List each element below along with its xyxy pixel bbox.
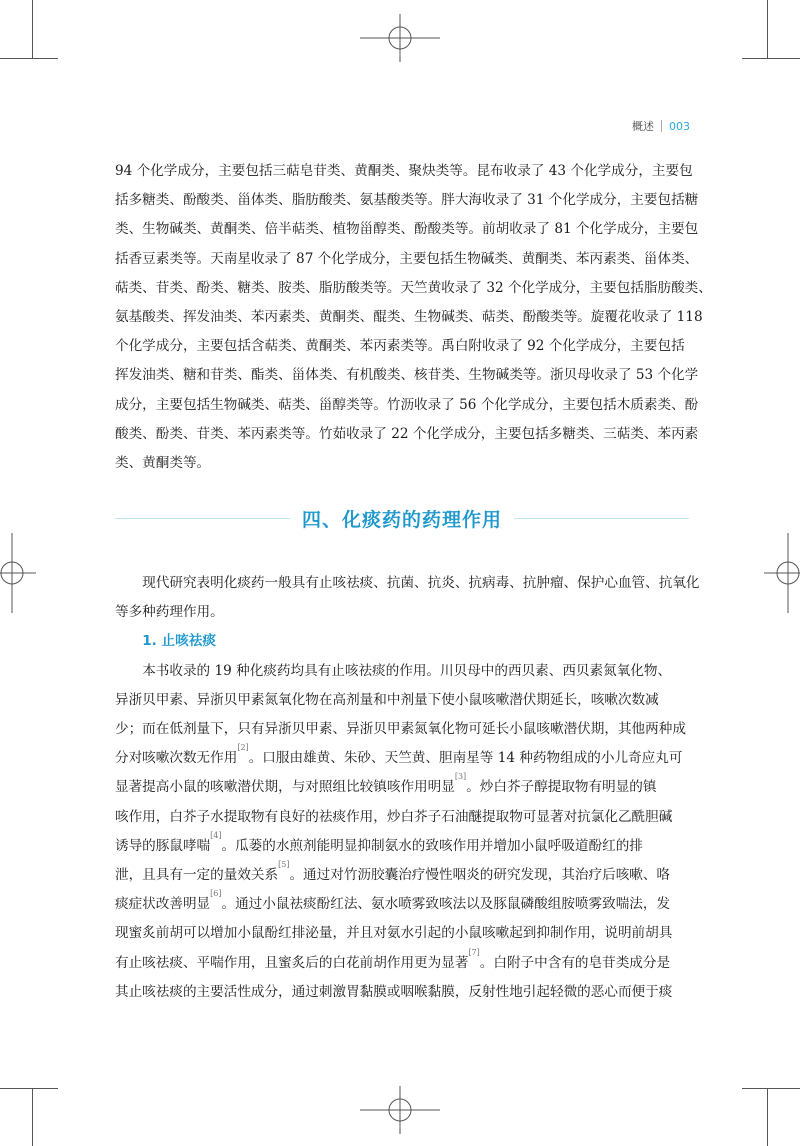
text-line: 萜类、苷类、酚类、糖类、胺类、脂肪酸类等。天竺黄收录了 32 个化学成分，主要包括脂肪酸类、 — [115, 279, 712, 296]
header-section: 概述 — [632, 120, 654, 133]
citation-ref: [6] — [210, 889, 222, 899]
citation-ref: [2] — [237, 743, 249, 753]
citation-ref: [7] — [468, 947, 480, 957]
text-line: 括香豆素类等。天南星收录了 87 个化学成分，主要包括生物碱类、黄酮类、苯丙素类、甾体类、 — [115, 250, 699, 267]
text-line: 咳作用，白芥子水提取物有良好的祛痰作用，炒白芥子石油醚提取物可显著对抗氯化乙酰胆碱 — [115, 808, 673, 825]
section-title: 四、化痰药的药理作用 — [302, 508, 503, 531]
text-line: 等多种药理作用。 — [115, 604, 224, 621]
text-segment: 分对咳嗽次数无作用 — [115, 750, 238, 767]
subheading: 1. 止咳祛痰 — [142, 633, 216, 650]
text-segment: 。炒白芥子醇提取物有明显的镇 — [466, 779, 657, 796]
citation-ref: [3] — [454, 772, 467, 782]
text-segment: 。通过小鼠祛痰酚红法、氨水喷雾致咳法以及豚鼠磷酸组胺喷雾致喘法，发 — [221, 896, 671, 913]
text-line: 现蜜炙前胡可以增加小鼠酚红排泌量，并且对氨水引起的小鼠咳嗽起到抑制作用，说明前胡具 — [115, 925, 673, 942]
text-line — [115, 832, 689, 861]
text-line: 94 个化学成分，主要包括三萜皂苷类、黄酮类、聚炔类等。昆布收录了 43 个化学成分，主要包 — [115, 163, 693, 179]
text-segment: 。瓜蒌的水煎剂能明显抑制氨水的致咳作用并增加小鼠呼吸道酚红的排 — [221, 837, 643, 854]
citation-ref: [5] — [278, 860, 290, 870]
text-segment: 泄，且具有一定的量效关系 — [115, 867, 279, 884]
text-segment: 。白附子中含有的皂苷类成分是 — [479, 954, 671, 971]
citation-ref: [4] — [210, 830, 222, 840]
text-line: 酸类、酚类、苷类、苯丙素类等。竹茹收录了 22 个化学成分，主要包括多糖类、三萜类、苯丙素 — [115, 425, 699, 442]
registration-mark-left — [0, 533, 36, 613]
page-number: 003 — [669, 119, 690, 133]
text-line — [115, 949, 689, 978]
text-segment: 痰症状改善明显 — [115, 896, 211, 913]
text-segment: 诱导的豚鼠哮喘 — [115, 837, 211, 854]
registration-mark-right — [764, 533, 800, 613]
text-line — [115, 773, 689, 802]
text-line: 挥发油类、糖和苷类、酯类、甾体类、有机酸类、核苷类、生物碱类等。浙贝母收录了 53 个化学 — [115, 367, 699, 384]
text-segment: 显著提高小鼠的咳嗽潜伏期，与对照组比较镇咳作用明显 — [115, 779, 455, 796]
pharmacology-body — [115, 569, 700, 1007]
text-line — [115, 890, 689, 919]
text-segment: 。通过对竹沥胶囊治疗慢性咽炎的研究发现，其治疗后咳嗽、咯 — [289, 867, 671, 884]
text-line: 异浙贝甲素、异浙贝甲素氮氧化物在高剂量和中剂量下使小鼠咳嗽潜伏期延长，咳嗽次数减 — [115, 691, 659, 708]
text-line: 其止咳祛痰的主要活性成分，通过刺激胃黏膜或咽喉黏膜，反射性地引起轻微的恶心而便于痰 — [115, 983, 673, 1000]
text-line: 少；而在低剂量下，只有异浙贝甲素、异浙贝甲素氮氧化物可延长小鼠咳嗽潜伏期，其他两种成 — [115, 721, 686, 738]
text-line: 括多糖类、酚酸类、甾体类、脂肪酸类、氨基酸类等。胖大海收录了 31 个化学成分，主要包括糖 — [115, 192, 699, 209]
text-segment: 有止咳祛痰、平喘作用，且蜜炙后的白花前胡作用更为显著 — [115, 954, 469, 971]
text-line — [115, 744, 689, 773]
text-line: 氨基酸类、挥发油类、苯丙素类、黄酮类、醌类、生物碱类、萜类、酚酸类等。旋覆花收录了 118 — [115, 309, 703, 326]
section-heading — [115, 500, 689, 536]
text-line: 类、生物碱类、黄酮类、倍半萜类、植物甾醇类、酚酸类等。前胡收录了 81 个化学成分，主要包 — [115, 221, 699, 238]
heading-rule-right — [514, 518, 689, 519]
text-line: 现代研究表明化痰药一般具有止咳祛痰、抗菌、抗炎、抗病毒、抗肿瘤、保护心血管、抗氧化 — [142, 575, 700, 591]
paragraph-chemical-constituents — [115, 157, 712, 478]
text-line: 类、黄酮类等。 — [115, 455, 211, 472]
heading-rule-left — [115, 518, 290, 519]
text-segment: 。口服由雄黄、朱砂、天竺黄、胆南星等 14 种药物组成的小儿奇应丸可 — [248, 750, 683, 767]
registration-mark-top — [360, 14, 440, 62]
header-divider — [661, 120, 662, 132]
text-line — [115, 861, 689, 890]
text-line: 本书收录的 19 种化痰药均具有止咳祛痰的作用。川贝母中的西贝素、西贝素氮氧化物、 — [142, 662, 672, 679]
text-line: 成分，主要包括生物碱类、萜类、甾醇类等。竹沥收录了 56 个化学成分，主要包括木质素类、酚 — [115, 396, 699, 413]
registration-mark-bottom — [360, 1086, 440, 1134]
text-line: 个化学成分，主要包括含萜类、黄酮类、苯丙素类等。禹白附收录了 92 个化学成分，主要包括 — [115, 338, 685, 355]
running-header — [632, 118, 690, 134]
